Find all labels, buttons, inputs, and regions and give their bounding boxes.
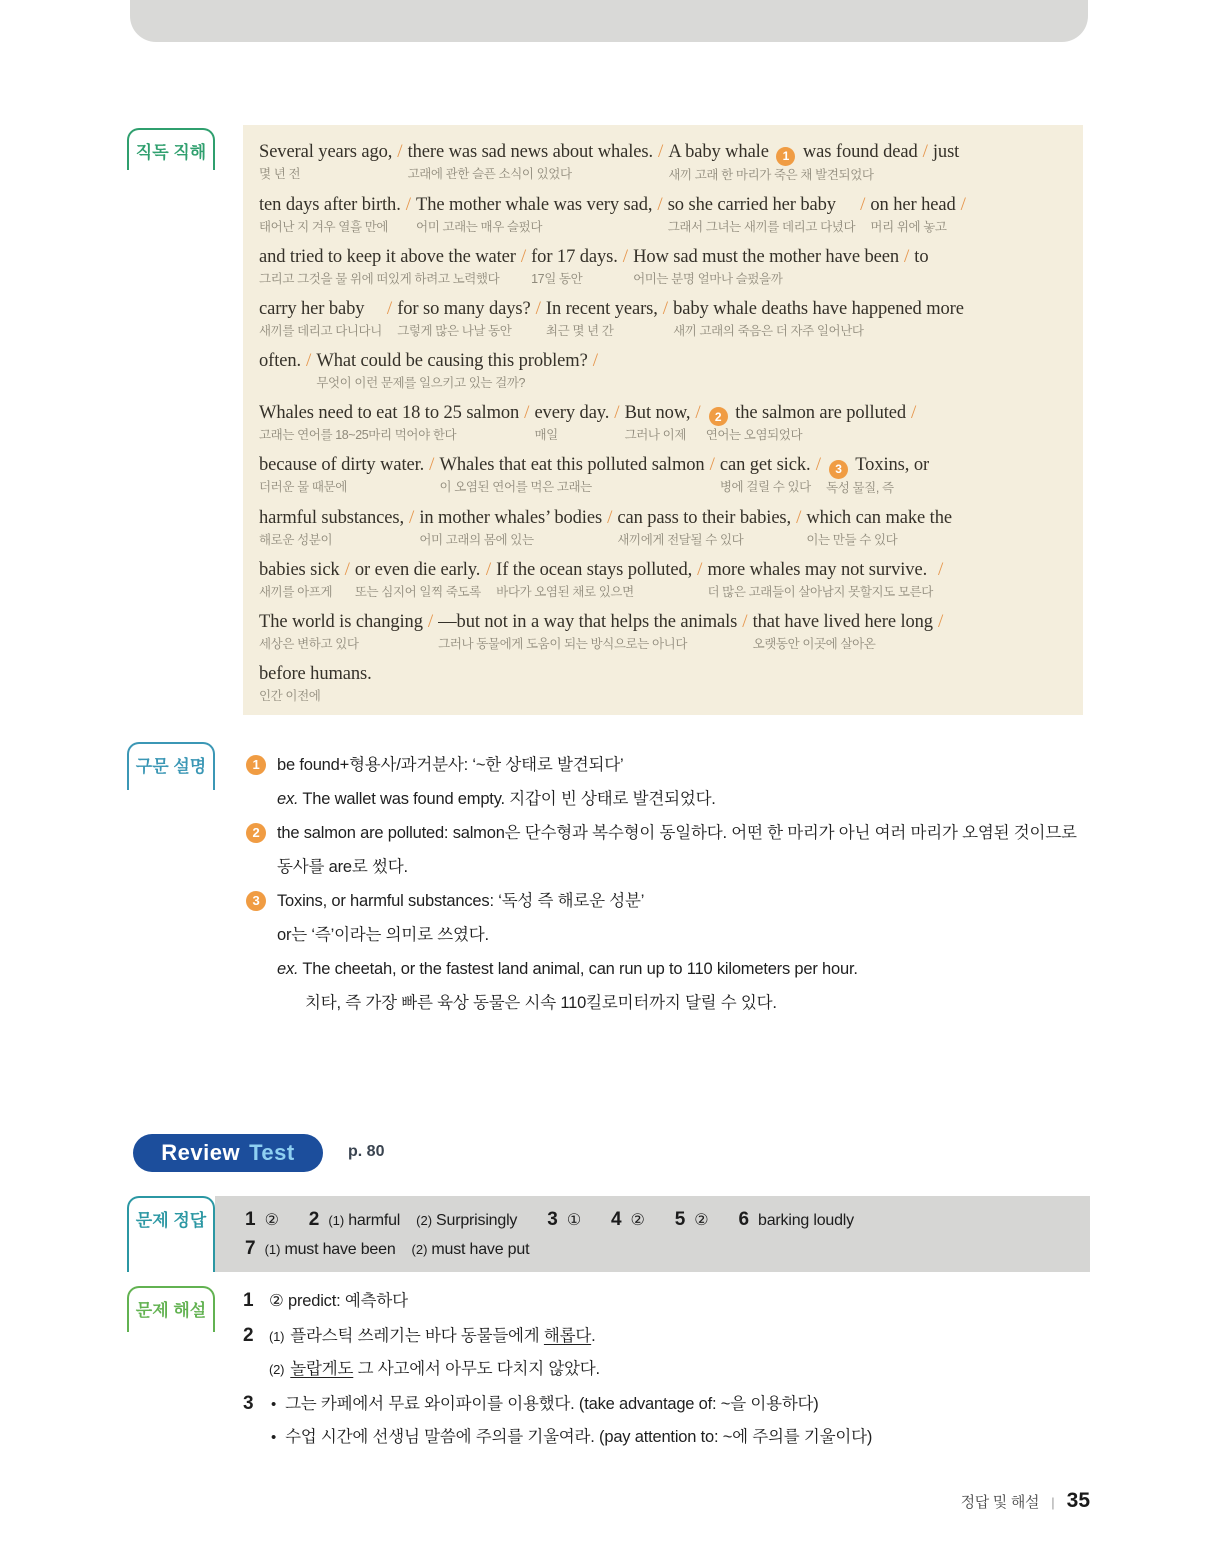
phrase-segment <box>625 400 691 445</box>
phrase-segment <box>416 192 652 237</box>
phrase-korean: 오랫동안 이곳에 살아온 <box>752 636 876 651</box>
phrase-segment <box>806 505 952 550</box>
answer-item <box>738 1206 854 1235</box>
phrase-korean: 이 오염된 연어를 먹은 고래는 <box>439 480 592 494</box>
syntax-text: 치타, 즉 가장 빠른 육상 동물은 시속 110킬로미터까지 달릴 수 있다. <box>305 994 777 1012</box>
bullet-dot: • <box>271 1429 277 1446</box>
previous-section-box <box>130 0 1088 42</box>
phrase-slash: / <box>658 141 664 162</box>
phrase-segment <box>259 505 404 550</box>
phrase-segment <box>826 452 929 498</box>
answer-value: must have put <box>431 1241 530 1258</box>
reading-line <box>259 244 1069 289</box>
phrase-korean: 태어난 지 겨우 열흘 만에 <box>259 219 389 234</box>
phrase-korean: 그래서 그녀는 새끼를 데리고 다녔다 <box>667 219 856 234</box>
circled-number-badge: 2 <box>709 407 728 426</box>
phrase-korean: 해로운 성분이 <box>259 532 333 547</box>
phrase-english: just <box>932 142 960 162</box>
answer-value: barking loudly <box>758 1212 854 1229</box>
phrase-segment <box>546 296 658 341</box>
answer-value: ② <box>630 1212 645 1229</box>
reading-line <box>259 452 1069 498</box>
explanation-text <box>269 1285 408 1319</box>
phrase-english: baby whale deaths have happened more <box>673 298 964 319</box>
answer-subnumber: (2) <box>416 1213 433 1228</box>
text-run: ② predict: 예측하다 <box>269 1292 408 1310</box>
answer-number: 7 <box>245 1238 256 1259</box>
phrase-slash: / <box>622 245 629 267</box>
phrase-segment <box>259 244 516 289</box>
answer-value: ① <box>566 1212 581 1229</box>
example-marker: ex. <box>277 960 299 978</box>
phrase-slash: / <box>607 506 613 528</box>
phrase-korean <box>259 374 301 393</box>
phrase-korean: 몇 년 전 <box>259 167 301 181</box>
answer-number: 2 <box>308 1209 320 1230</box>
review-test-badge-word1: Review <box>161 1140 241 1165</box>
syntax-text: Toxins, or harmful substances: ‘독성 즉 해로운 성분’ <box>277 892 645 910</box>
phrase-korean: 인간 이전에 <box>259 688 321 703</box>
reading-line <box>259 557 1069 602</box>
phrase-slash: / <box>427 610 434 632</box>
phrase-english: The world is changing <box>259 611 423 632</box>
phrase-korean: 어미 고래는 매우 슬펐다 <box>416 219 543 234</box>
syntax-line <box>243 748 1093 782</box>
phrase-korean: 그렇게 많은 나날 동안 <box>397 323 512 338</box>
phrase-segment <box>259 400 519 445</box>
syntax-text: the salmon are polluted: salmon은 단수형과 복수형이 동일하다. 어떤 한 마리가 아닌 여러 마리가 오염된 것이므로 동사를 are로 썼다. <box>277 824 1077 876</box>
phrase-korean <box>914 270 928 289</box>
phrase-korean: 바다가 오염된 채로 있으면 <box>496 584 634 599</box>
phrase-english: harmful substances, <box>259 507 405 528</box>
phrase-korean: 머리 위에 놓고 <box>870 219 947 234</box>
phrase-english: for so many days? <box>397 298 531 319</box>
phrase-segment <box>316 348 587 393</box>
phrase-english: A baby whale 1 was found dead <box>668 139 917 166</box>
phrase-english: more whales may not survive. <box>707 559 928 580</box>
phrase-segment <box>408 139 653 184</box>
phrase-slash: / <box>815 454 822 475</box>
phrase-english: In recent years, <box>545 298 658 319</box>
circled-number-badge: 3 <box>246 891 266 911</box>
phrase-slash: / <box>695 401 701 423</box>
circled-number-badge: 3 <box>829 460 848 479</box>
tab-reading-label: 직독 직해 <box>127 128 215 170</box>
phrase-korean: 독성 물질, 즉 <box>826 480 894 495</box>
answer-item <box>547 1206 581 1235</box>
phrase-segment <box>259 557 340 602</box>
phrase-segment <box>753 609 933 654</box>
answers-row <box>245 1206 1090 1235</box>
phrase-slash: / <box>485 558 492 580</box>
explanation-number: 3 <box>243 1392 254 1414</box>
phrase-segment <box>259 348 301 393</box>
phrase-slash: / <box>397 141 403 162</box>
underlined-word: 놀랍게도 <box>290 1360 354 1378</box>
phrase-slash: / <box>662 297 669 319</box>
phrase-english: can pass to their babies, <box>617 507 792 528</box>
explanation-number: 2 <box>243 1324 254 1346</box>
phrase-slash: / <box>405 193 412 215</box>
answer-subnumber: (2) <box>411 1242 428 1257</box>
answer-subnumber: (1) <box>328 1213 345 1228</box>
syntax-line <box>243 884 1093 918</box>
reading-line <box>259 296 1069 341</box>
phrase-korean: 이는 만들 수 있다 <box>806 532 898 547</box>
review-test-page-ref: p. 80 <box>348 1143 385 1160</box>
reading-line <box>259 139 1069 185</box>
answer-item <box>309 1206 518 1235</box>
reading-line <box>259 192 1069 237</box>
phrase-segment <box>534 400 609 445</box>
phrase-english: often. <box>259 350 302 371</box>
example-marker: ex. <box>277 790 299 808</box>
phrase-korean: 새끼 고래의 죽음은 더 자주 일어난다 <box>673 323 864 338</box>
phrase-slash: / <box>614 401 620 423</box>
answer-item <box>245 1235 529 1264</box>
phrase-english: there was sad news about whales. <box>407 142 654 162</box>
phrase-english: Whales need to eat 18 to 25 salmon <box>259 402 520 423</box>
phrase-segment <box>673 296 964 341</box>
answer-value: ② <box>264 1212 279 1229</box>
phrase-english: to <box>914 246 929 267</box>
text-run: . <box>591 1326 596 1345</box>
explanation-row <box>243 1319 1103 1354</box>
phrase-segment <box>706 400 906 446</box>
phrase-segment <box>259 192 401 237</box>
phrase-english: Several years ago, <box>259 142 393 162</box>
phrase-english: ten days after birth. <box>259 194 401 215</box>
answer-number: 6 <box>738 1209 750 1230</box>
explanation-text <box>290 1320 595 1354</box>
circled-number-badge: 1 <box>776 147 795 166</box>
syntax-text: The cheetah, or the fastest land animal, can run up to 110 kilometers per hour. <box>302 960 858 978</box>
page-footer <box>961 1489 1090 1513</box>
review-test-badge <box>133 1134 323 1172</box>
phrase-english: because of dirty water. <box>259 455 425 475</box>
phrase-slash: / <box>937 610 944 632</box>
phrase-segment <box>259 452 424 497</box>
phrase-english: How sad must the mother have been <box>633 246 899 267</box>
phrase-korean: 새끼 고래 한 마리가 죽은 채 발견되었다 <box>668 167 874 182</box>
phrase-slash: / <box>524 401 530 423</box>
answer-subnumber: (1) <box>264 1242 281 1257</box>
answer-value: must have been <box>284 1241 396 1258</box>
phrase-korean: 그러나 이제 <box>624 427 687 442</box>
phrase-korean: 17일 동안 <box>531 271 583 286</box>
explanation-subnumber: (2) <box>269 1362 285 1377</box>
phrase-english: or even die early. <box>354 559 481 580</box>
phrase-korean: 매일 <box>534 427 558 442</box>
phrase-segment <box>496 557 692 602</box>
review-test-badge-word2: Test <box>249 1140 295 1165</box>
phrase-korean: 더 많은 고래들이 살아남지 못할지도 모른다 <box>707 584 933 599</box>
answer-value: harmful <box>348 1212 401 1229</box>
syntax-line <box>243 952 1093 986</box>
tab-answers-label: 문제 정답 <box>127 1196 215 1272</box>
phrase-english: which can make the <box>806 507 952 528</box>
phrase-slash: / <box>860 193 866 215</box>
explanation-text <box>285 1421 872 1455</box>
phrase-slash: / <box>344 558 350 580</box>
explanation-text <box>285 1388 819 1422</box>
phrase-segment <box>419 505 602 550</box>
phrase-english: The mother whale was very sad, <box>416 194 653 215</box>
text-run: 수업 시간에 선생님 말씀에 주의를 기울여라. (pay attention to: ~에 주의를 기울이다) <box>285 1428 873 1446</box>
phrase-slash: / <box>386 297 393 319</box>
explanation-row <box>243 1421 1103 1455</box>
phrase-segment <box>668 192 855 237</box>
phrase-slash: / <box>520 245 527 267</box>
phrase-korean: 연어는 오염되었다 <box>705 428 803 442</box>
tab-explanation-label: 문제 해설 <box>127 1286 215 1332</box>
phrase-korean: 새끼에게 전달될 수 있다 <box>617 532 744 547</box>
phrase-segment <box>259 139 392 184</box>
phrase-segment <box>617 505 791 550</box>
explanation-subnumber: (1) <box>269 1328 285 1344</box>
phrase-slash: / <box>409 506 415 528</box>
phrase-korean: 어미 고래의 몸에 있는 <box>419 532 534 547</box>
phrase-korean: 최근 몇 년 간 <box>545 323 614 338</box>
phrase-korean: 세상은 변하고 있다 <box>259 636 359 651</box>
phrase-segment <box>531 244 618 289</box>
explanation-number: 1 <box>243 1290 254 1311</box>
reading-line <box>259 609 1069 654</box>
reading-line <box>259 348 1069 393</box>
phrase-slash: / <box>709 454 715 475</box>
phrase-english: If the ocean stays polluted, <box>496 559 693 580</box>
answer-number: 5 <box>674 1209 686 1230</box>
answers-row <box>245 1235 1090 1264</box>
explanation-row <box>243 1353 1103 1387</box>
answer-item <box>245 1206 279 1235</box>
phrase-segment <box>707 557 933 602</box>
phrase-segment <box>438 609 737 654</box>
phrase-slash: / <box>960 193 966 215</box>
syntax-text: or는 ‘즉’이라는 의미로 쓰였다. <box>277 926 489 944</box>
phrase-segment <box>259 661 372 706</box>
phrase-segment <box>668 139 917 185</box>
footer-page-number: 35 <box>1066 1489 1090 1512</box>
phrase-english: But now, <box>624 402 691 423</box>
footer-section-label: 정답 및 해설 <box>960 1494 1040 1511</box>
phrase-korean: 그리고 그것을 물 위에 떠있게 하려고 노력했다 <box>259 271 500 286</box>
answers-strip <box>215 1196 1090 1272</box>
footer-divider: | <box>1051 1495 1055 1510</box>
answer-item <box>675 1206 709 1235</box>
reading-line <box>259 400 1069 446</box>
phrase-korean <box>933 165 959 184</box>
answer-value: ② <box>694 1212 709 1229</box>
phrase-english: Whales that eat this polluted salmon <box>439 455 705 475</box>
circled-number-badge: 1 <box>246 755 266 775</box>
phrase-slash: / <box>535 297 541 319</box>
phrase-segment <box>870 192 955 237</box>
phrase-korean: 병에 걸릴 수 있다 <box>719 480 811 494</box>
phrase-english: before humans. <box>259 663 372 684</box>
explanation-row <box>243 1284 1103 1319</box>
phrase-segment <box>259 296 382 341</box>
phrase-korean: 그러나 동물에게 도움이 되는 방식으로는 아니다 <box>438 636 688 651</box>
phrase-english: for 17 days. <box>531 246 618 267</box>
reading-translation-box <box>243 125 1083 715</box>
phrase-korean: 무엇이 이런 문제를 일으키고 있는 걸까? <box>316 375 526 390</box>
phrase-english: —but not in a way that helps the animals <box>438 611 738 632</box>
tab-syntax-label: 구문 설명 <box>127 742 215 790</box>
phrase-segment <box>633 244 899 289</box>
phrase-segment <box>439 452 704 497</box>
underlined-word: 해롭다 <box>543 1326 592 1345</box>
phrase-slash: / <box>904 245 910 267</box>
explanation-content <box>243 1284 1103 1455</box>
phrase-slash: / <box>697 558 703 580</box>
phrase-english: that have lived here long <box>752 611 933 632</box>
syntax-line <box>243 782 1093 816</box>
phrase-segment <box>259 609 423 654</box>
phrase-english: carry her baby <box>259 298 365 319</box>
phrase-english: 2 the salmon are polluted <box>706 400 906 427</box>
text-run: 플라스틱 쓰레기는 바다 동물들에게 <box>290 1326 544 1345</box>
phrase-segment <box>720 452 811 497</box>
syntax-explanation <box>243 748 1093 1020</box>
explanation-row <box>243 1387 1103 1422</box>
phrase-slash: / <box>911 401 917 423</box>
phrase-segment <box>914 244 928 289</box>
phrase-english: 3 Toxins, or <box>826 452 929 479</box>
phrase-korean: 고래에 관한 슬픈 소식이 있었다 <box>407 167 572 181</box>
phrase-korean: 어미는 분명 얼마나 슬펐을까 <box>633 271 783 286</box>
phrase-english: in mother whales’ bodies <box>419 507 603 528</box>
bullet-dot: • <box>271 1395 277 1413</box>
answer-number: 3 <box>547 1209 558 1230</box>
answer-item <box>611 1206 645 1235</box>
phrase-slash: / <box>657 193 663 215</box>
phrase-english: on her head <box>870 194 956 215</box>
phrase-korean: 고래는 연어를 18~25마리 먹어야 한다 <box>259 427 457 442</box>
explanation-text <box>290 1353 600 1387</box>
syntax-text: be found+형용사/과거분사: ‘~한 상태로 발견되다’ <box>277 756 624 774</box>
phrase-english: and tried to keep it above the water <box>259 246 516 267</box>
phrase-slash: / <box>796 506 802 528</box>
phrase-korean: 또는 심지어 일찍 죽도록 <box>354 584 481 599</box>
phrase-english: so she carried her baby <box>667 194 836 215</box>
phrase-slash: / <box>592 349 598 371</box>
text-run: 그 사고에서 아무도 다치지 않았다. <box>353 1360 600 1378</box>
reading-line <box>259 505 1069 550</box>
phrase-segment <box>933 139 959 184</box>
phrase-segment <box>397 296 530 341</box>
phrase-korean: 더러운 물 때문에 <box>259 480 347 494</box>
syntax-line <box>243 986 1093 1020</box>
phrase-slash: / <box>922 141 928 162</box>
phrase-slash: / <box>429 454 435 475</box>
circled-number-badge: 2 <box>246 823 266 843</box>
phrase-slash: / <box>306 349 312 371</box>
phrase-english: babies sick <box>259 559 340 580</box>
answer-number: 4 <box>610 1209 622 1230</box>
phrase-korean: 새끼를 아프게 <box>259 584 333 599</box>
phrase-korean: 새끼를 데리고 다니다니 <box>259 323 382 338</box>
phrase-slash: / <box>742 610 748 632</box>
syntax-line <box>243 918 1093 952</box>
phrase-segment <box>355 557 481 602</box>
text-run: 그는 카페에서 무료 와이파이를 이용했다. (take advantage of: ~을 이용하다) <box>285 1394 819 1413</box>
phrase-english: can get sick. <box>719 455 811 475</box>
answer-value: Surprisingly <box>436 1212 518 1229</box>
phrase-slash: / <box>937 558 944 580</box>
answer-number: 1 <box>245 1209 256 1230</box>
reading-line <box>259 661 1069 706</box>
syntax-line <box>243 816 1093 884</box>
phrase-english: every day. <box>534 402 610 423</box>
phrase-english: What could be causing this problem? <box>316 350 588 371</box>
syntax-text: The wallet was found empty. 지갑이 빈 상태로 발견되었다. <box>302 790 716 808</box>
